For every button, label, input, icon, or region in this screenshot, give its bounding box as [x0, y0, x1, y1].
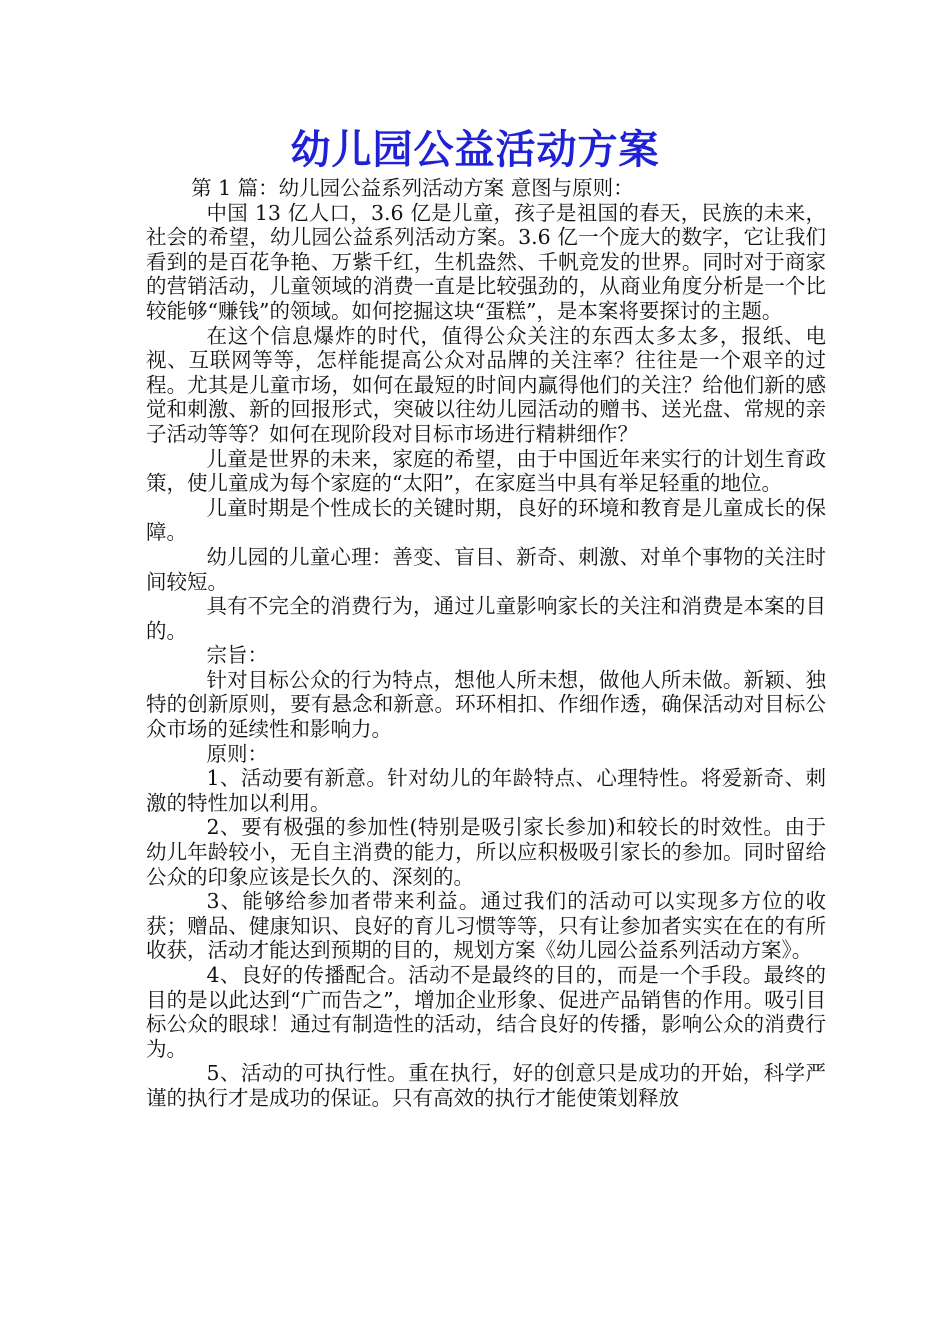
list-item: 2、要有极强的参加性(特别是吸引家长参加)和较长的时效性。由于幼儿年龄较小，无自主消费的能力，所以应积极吸引家长的参加。同时留给公众的印象应该是长久的、深刻的。 — [146, 815, 826, 889]
document-body — [146, 176, 826, 1111]
list-item: 3、能够给参加者带来利益。通过我们的活动可以实现多方位的收获；赠品、健康知识、良好的育儿习惯等等，只有让参加者实实在在的有所收获，活动才能达到预期的目的，规划方案《幼儿园公益系列活动方案》。 — [146, 889, 826, 963]
section-heading: 原则： — [206, 741, 268, 766]
paragraph: 第 1 篇：幼儿园公益系列活动方案 意图与原则： — [191, 176, 634, 200]
paragraph: 具有不完全的消费行为，通过儿童影响家长的关注和消费是本案的目的。 — [146, 594, 826, 643]
paragraph: 幼儿园的儿童心理：善变、盲目、新奇、刺激、对单个事物的关注时间较短。 — [146, 544, 826, 594]
paragraph: 儿童时期是个性成长的关键时期，良好的环境和教育是儿童成长的保障。 — [146, 495, 826, 545]
paragraph: 在这个信息爆炸的时代，值得公众关注的东西太多太多，报纸、电视、互联网等等，怎样能提高公众对品牌的关注率？往往是一个艰辛的过程。尤其是儿童市场，如何在最短的时间内赢得他们的关注？给他们新的感觉和刺激、新的回报形式，突破以往幼儿园活动的赠书、送光盘、常规的亲子活动等等？如何在现阶段对目标市场进行精耕细作？ — [146, 323, 826, 446]
paragraph: 中国 13 亿人口，3.6 亿是儿童，孩子是祖国的春天，民族的未来，社会的希望，幼儿园公益系列活动方案。3.6 亿一个庞大的数字，它让我们看到的是百花争艳、万紫千红，生机盎然、千帆竞发的世界。同时对于商家的营销活动，儿童领域的消费一直是比较强劲的，从商业角度分析是一个比较能够“赚钱”的领域。如何挖掘这块“蛋糕”，是本案将要探讨的主题。 — [146, 200, 826, 323]
paragraph: 针对目标公众的行为特点，想他人所未想，做他人所未做。新颖、独特的创新原则，要有悬念和新意。环环相扣、作细作透，确保活动对目标公众市场的延续性和影响力。 — [146, 667, 826, 742]
paragraph: 儿童是世界的未来，家庭的希望，由于中国近年来实行的计划生育政策，使儿童成为每个家庭的“太阳”，在家庭当中具有举足轻重的地位。 — [146, 446, 826, 496]
list-item: 4、良好的传播配合。活动不是最终的目的，而是一个手段。最终的目的是以此达到“广而告之”，增加企业形象、促进产品销售的作用。吸引目标公众的眼球！通过有制造性的活动，结合良好的传播，影响公众的消费行为。 — [146, 963, 826, 1061]
section-heading: 宗旨： — [206, 643, 268, 668]
list-item: 1、活动要有新意。针对幼儿的年龄特点、心理特性。将爱新奇、刺激的特性加以利用。 — [146, 766, 826, 815]
list-item: 5、活动的可执行性。重在执行，好的创意只是成功的开始，科学严谨的执行才是成功的保证。只有高效的执行才能使策划释放 — [146, 1061, 826, 1110]
document-title: 幼儿园公益活动方案 — [290, 126, 660, 173]
